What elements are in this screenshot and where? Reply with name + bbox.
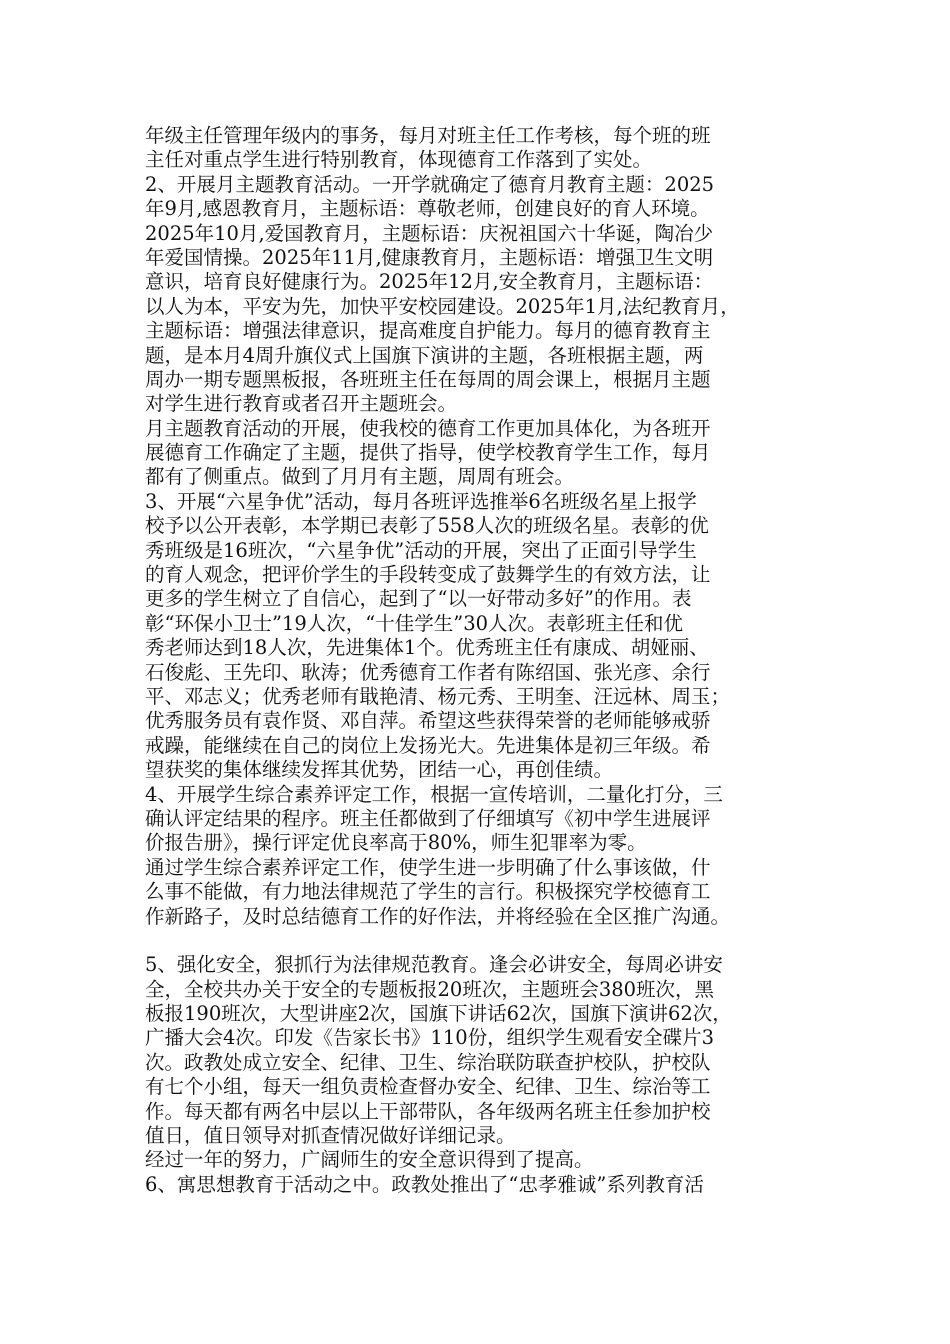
text-line: 通过学生综合素养评定工作，使学生进一步明确了什么事该做，什 <box>145 855 711 879</box>
blank-line <box>145 929 837 953</box>
text-line: 广播大会4次。印发《告家长书》110份，组织学生观看安全碟片3 <box>145 1026 715 1050</box>
text-line: 全，全校共办关于安全的专题板报20班次，主题班会380班次，黑 <box>145 977 715 1001</box>
text-line: 作新路子，及时总结德育工作的好作法，并将经验在全区推广沟通。 <box>145 904 731 928</box>
text-line: 彰“环保小卫士”19人次，“十佳学生”30人次。表彰班主任和优 <box>145 611 684 635</box>
text-line: 4、开展学生综合素养评定工作，根据一宣传培训，二量化打分，三 <box>145 782 723 806</box>
text-line: 对学生进行教育或者召开主题班会。 <box>145 392 458 416</box>
text-line: 年9月,感恩教育月，主题标语：尊敬老师，创建良好的育人环境。 <box>145 197 710 221</box>
text-line: 么事不能做，有力地法律规范了学生的言行。积极探究学校德育工 <box>145 880 711 904</box>
text-line: 望获奖的集体继续发挥其优势，团结一心，再创佳绩。 <box>145 758 614 782</box>
text-line: 主任对重点学生进行特别教育，体现德育工作落到了实处。 <box>145 148 653 172</box>
text-line: 展德育工作确定了主题，提供了指导，使学校教育学生工作，每月 <box>145 441 711 465</box>
text-line: 确认评定结果的程序。班主任都做到了仔细填写《初中学生进展评 <box>145 806 711 830</box>
text-line: 主题标语：增强法律意识，提高难度自护能力。每月的德育教育主 <box>145 319 711 343</box>
text-line: 都有了侧重点。做到了月月有主题，周周有班会。 <box>145 465 575 489</box>
text-line: 优秀服务员有袁作贤、邓自萍。希望这些获得荣誉的老师能够戒骄 <box>145 709 711 733</box>
text-line: 次。政教处成立安全、纪律、卫生、综治联防联查护校队，护校队 <box>145 1050 711 1074</box>
text-line: 意识，培育良好健康行为。2025年12月,安全教育月，主题标语： <box>145 270 714 294</box>
text-line: 校予以公开表彰，本学期已表彰了558人次的班级名星。表彰的优 <box>145 514 709 538</box>
text-line: 秀班级是16班次，“六星争优”活动的开展，突出了正面引导学生 <box>145 538 697 562</box>
text-line: 2、开展月主题教育活动。一开学就确定了德育月教育主题：2025 <box>145 172 715 196</box>
text-line: 年级主任管理年级内的事务，每月对班主任工作考核，每个班的班 <box>145 124 711 147</box>
text-line: 戒躁，能继续在自己的岗位上发扬光大。先进集体是初三年级。希 <box>145 733 711 757</box>
text-line: 的育人观念，把评价学生的手段转变成了鼓舞学生的有效方法，让 <box>145 563 711 587</box>
text-line: 作。每天都有两名中层以上干部带队，各年级两名班主任参加护校 <box>145 1099 711 1123</box>
text-line: 石俊彪、王先印、耿涛；优秀德育工作者有陈绍国、张光彦、余行 <box>145 660 711 684</box>
text-line: 板报190班次，大型讲座2次，国旗下讲话62次，国旗下演讲62次， <box>145 1002 732 1026</box>
document-body <box>145 124 837 1197</box>
text-line: 题，是本月4周升旗仪式上国旗下演讲的主题，各班根据主题，两 <box>145 343 704 367</box>
text-line: 3、开展“六星争优”活动，每月各班评选推举6名班级名星上报学 <box>145 489 697 513</box>
text-line: 6、寓思想教育于活动之中。政教处推出了“忠孝雅诚”系列教育活 <box>145 1172 704 1196</box>
text-line: 以人为本，平安为先，加快平安校园建设。2025年1月,法纪教育月， <box>145 294 740 318</box>
text-line: 周办一期专题黑板报，各班班主任在每周的周会课上，根据月主题 <box>145 367 711 391</box>
text-line: 秀老师达到18人次，先进集体1个。优秀班主任有康成、胡娅丽、 <box>145 636 709 660</box>
text-line: 有七个小组，每天一组负责检查督办安全、纪律、卫生、综治等工 <box>145 1075 711 1099</box>
text-line: 年爱国情操。2025年11月,健康教育月，主题标语：增强卫生文明 <box>145 245 714 269</box>
text-line: 值日，值日领导对抓查情况做好详细记录。 <box>145 1124 516 1148</box>
text-line: 经过一年的努力，广阔师生的安全意识得到了提高。 <box>145 1148 594 1172</box>
text-line: 2025年10月,爱国教育月，主题标语：庆祝祖国六十华诞，陶冶少 <box>145 221 714 245</box>
text-line: 价报告册》，操行评定优良率高于80%，师生犯罪率为零。 <box>145 831 647 855</box>
text-line: 更多的学生树立了自信心，起到了“以一好带动多好”的作用。表 <box>145 587 692 611</box>
text-line: 平、邓志义；优秀老师有戢艳清、杨元秀、王明奎、汪远林、周玉； <box>145 684 731 708</box>
text-line: 月主题教育活动的开展，使我校的德育工作更加具体化，为各班开 <box>145 416 711 440</box>
text-line: 5、强化安全，狠抓行为法律规范教育。逢会必讲安全，每周必讲安 <box>145 953 723 977</box>
